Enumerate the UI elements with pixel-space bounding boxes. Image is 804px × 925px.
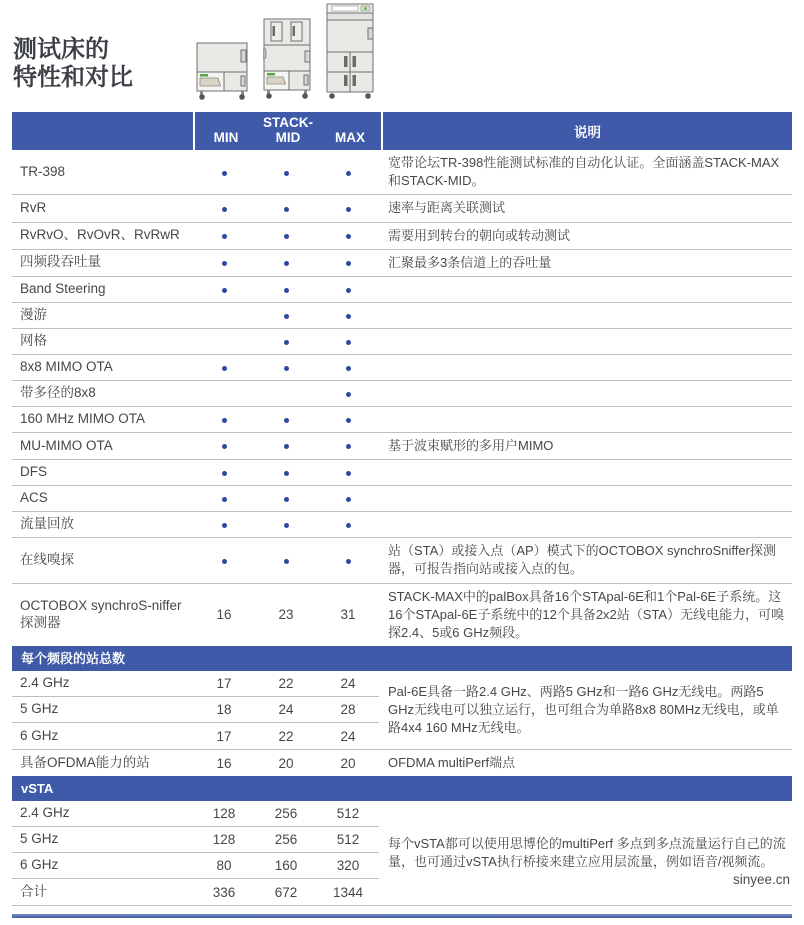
feature-dot-icon bbox=[346, 523, 351, 528]
table-row bbox=[12, 250, 792, 277]
row-description: 宽带论坛TR-398性能测试标准的自动化认证。全面涵盖STACK-MAX和STACK-MID。 bbox=[388, 155, 780, 189]
min-value-cell: 18 bbox=[216, 702, 232, 718]
min-value-cell bbox=[193, 439, 255, 454]
page-title bbox=[13, 36, 133, 93]
mid-value-cell: 23 bbox=[278, 607, 294, 623]
feature-dot-icon bbox=[222, 471, 227, 476]
comparison-table bbox=[12, 112, 792, 906]
table-row bbox=[12, 277, 792, 303]
max-value-cell bbox=[317, 282, 379, 297]
max-value-cell: 512 bbox=[336, 806, 360, 822]
max-value-cell: 24 bbox=[340, 676, 356, 692]
mid-value-cell: 22 bbox=[278, 676, 294, 692]
max-value-cell bbox=[317, 517, 379, 532]
column-header-mid: MID bbox=[275, 130, 301, 145]
row-label: 流量回放 bbox=[20, 516, 74, 532]
table-row bbox=[12, 303, 792, 329]
stack-prefix-label: STACK- bbox=[263, 115, 313, 130]
feature-dot-icon bbox=[346, 471, 351, 476]
group-description: Pal-6E具备一路2.4 GHz、两路5 GHz和一路6 GHz无线电。两路5 GHz无线电可以独立运行，也可组合为单路8x8 80MHz无线电，或单路4x4 160 MHz无线电。 bbox=[388, 683, 779, 736]
feature-dot-icon bbox=[222, 366, 227, 371]
max-value-cell: 512 bbox=[336, 832, 360, 848]
feature-dot-icon bbox=[284, 288, 289, 293]
row-label: 漫游 bbox=[20, 307, 47, 322]
group-description: 每个vSTA都可以使用思博伦的multiPerf 多点到多点流量运行自己的流量，也可通过vSTA执行桥接来建立应用层流量，例如语音/视频流。 bbox=[388, 836, 786, 870]
feature-dot-icon bbox=[346, 366, 351, 371]
table-row bbox=[12, 584, 792, 647]
table-row bbox=[12, 329, 792, 355]
table-row bbox=[12, 538, 792, 583]
mid-value-cell bbox=[255, 465, 317, 480]
row-label: 2.4 GHz bbox=[20, 805, 70, 821]
mid-value-cell: 256 bbox=[274, 832, 298, 848]
feature-dot-icon bbox=[222, 234, 227, 239]
section-band: 每个频段的站总数 bbox=[12, 646, 792, 671]
column-header-max: MAX bbox=[335, 130, 365, 145]
row-description: OFDMA multiPerf端点 bbox=[388, 755, 516, 771]
row-description: STACK-MAX中的palBox具备16个STApal-6E和1个Pal-6E子系统。这16个STApal-6E子系统中的12个具备2x2站（STA）无线电能力，可嗅探2.4、5或6 GHz频段。 bbox=[388, 588, 785, 640]
row-label: 四频段吞吐量 bbox=[20, 254, 101, 270]
min-value-cell bbox=[193, 553, 255, 568]
row-group bbox=[12, 671, 792, 750]
feature-dot-icon bbox=[346, 444, 351, 449]
row-description: 基于波束赋形的多用户MIMO bbox=[388, 437, 554, 453]
feature-dot-icon bbox=[346, 234, 351, 239]
table-row bbox=[12, 433, 792, 460]
mid-value-cell bbox=[255, 360, 317, 375]
table-row bbox=[12, 195, 792, 222]
mid-value-cell bbox=[255, 412, 317, 427]
row-label: 6 GHz bbox=[20, 727, 59, 743]
feature-dot-icon bbox=[284, 523, 289, 528]
min-value-cell bbox=[193, 360, 255, 375]
row-label: ACS bbox=[20, 490, 48, 506]
max-value-cell: 320 bbox=[336, 858, 360, 874]
row-label: TR-398 bbox=[20, 163, 66, 179]
footer-domain-text: sinyee.cn bbox=[732, 872, 790, 887]
mid-value-cell: 24 bbox=[278, 702, 294, 718]
max-value-cell bbox=[317, 228, 379, 243]
min-value-cell bbox=[193, 228, 255, 243]
feature-dot-icon bbox=[346, 497, 351, 502]
max-value-cell bbox=[317, 165, 379, 180]
table-row bbox=[12, 827, 379, 853]
bottom-accent-bar bbox=[12, 914, 792, 918]
row-label: 网格 bbox=[20, 333, 47, 348]
min-value-cell: 336 bbox=[212, 884, 236, 900]
row-group bbox=[12, 801, 792, 906]
max-value-cell: 20 bbox=[340, 755, 356, 771]
feature-dot-icon bbox=[222, 171, 227, 176]
row-label: OCTOBOX synchroS-niffer探测器 bbox=[20, 597, 182, 630]
table-body bbox=[12, 150, 792, 906]
testbed-illustrations bbox=[196, 2, 386, 100]
column-header-min: MIN bbox=[213, 130, 239, 145]
page-title-line1: 测试床的 bbox=[13, 36, 109, 63]
max-value-cell bbox=[317, 465, 379, 480]
row-description: 速率与距离关联测试 bbox=[388, 200, 506, 216]
stack-columns-header bbox=[193, 112, 381, 150]
table-row bbox=[12, 355, 792, 381]
column-header-description: 说明 bbox=[381, 112, 792, 150]
min-value-cell bbox=[193, 282, 255, 297]
mid-value-cell bbox=[255, 439, 317, 454]
feature-dot-icon bbox=[222, 288, 227, 293]
mid-value-cell: 672 bbox=[274, 884, 298, 900]
row-description: 站（STA）或接入点（AP）模式下的OCTOBOX synchroSniffer探测器，可报告指向站或接入点的包。 bbox=[388, 543, 776, 577]
min-value-cell: 128 bbox=[212, 806, 236, 822]
feature-dot-icon bbox=[284, 340, 289, 345]
mid-value-cell bbox=[255, 201, 317, 216]
table-row bbox=[12, 801, 379, 827]
feature-dot-icon bbox=[222, 418, 227, 423]
mid-value-cell bbox=[255, 553, 317, 568]
mid-value-cell: 22 bbox=[278, 728, 294, 744]
max-value-cell bbox=[317, 201, 379, 216]
min-value-cell: 16 bbox=[216, 607, 232, 623]
table-row bbox=[12, 407, 792, 433]
max-value-cell bbox=[317, 308, 379, 323]
min-value-cell bbox=[193, 165, 255, 180]
min-value-cell bbox=[193, 465, 255, 480]
feature-dot-icon bbox=[222, 207, 227, 212]
row-label: Band Steering bbox=[20, 281, 106, 296]
max-value-cell bbox=[317, 255, 379, 270]
mid-value-cell bbox=[255, 308, 317, 323]
mid-value-cell: 256 bbox=[274, 806, 298, 822]
row-label: RvR bbox=[20, 200, 47, 216]
row-label: RvRvO、RvOvR、RvRwR bbox=[20, 227, 180, 243]
min-value-cell bbox=[193, 412, 255, 427]
table-row bbox=[12, 486, 792, 512]
row-label: 2.4 GHz bbox=[20, 675, 70, 691]
feature-dot-icon bbox=[284, 444, 289, 449]
table-row bbox=[12, 381, 792, 407]
row-label: DFS bbox=[20, 464, 47, 480]
min-value-cell: 128 bbox=[212, 832, 236, 848]
max-value-cell bbox=[317, 360, 379, 375]
row-label: MU-MIMO OTA bbox=[20, 437, 113, 453]
min-value-cell bbox=[193, 255, 255, 270]
row-label: 8x8 MIMO OTA bbox=[20, 359, 113, 374]
mid-value-cell bbox=[255, 282, 317, 297]
feature-dot-icon bbox=[284, 207, 289, 212]
table-row bbox=[12, 512, 792, 538]
feature-dot-icon bbox=[284, 366, 289, 371]
feature-dot-icon bbox=[284, 418, 289, 423]
row-description: 汇聚最多3条信道上的吞吐量 bbox=[388, 254, 552, 270]
feature-dot-icon bbox=[346, 261, 351, 266]
table-row bbox=[12, 723, 379, 749]
feature-dot-icon bbox=[346, 418, 351, 423]
feature-dot-icon bbox=[346, 340, 351, 345]
min-value-cell: 17 bbox=[216, 728, 232, 744]
feature-dot-icon bbox=[346, 288, 351, 293]
min-value-cell: 80 bbox=[216, 858, 232, 874]
row-label: 合计 bbox=[20, 883, 47, 899]
row-label: 带多径的8x8 bbox=[20, 385, 96, 400]
max-value-cell: 1344 bbox=[332, 884, 364, 900]
feature-column-header bbox=[12, 112, 193, 150]
min-value-cell bbox=[193, 491, 255, 506]
group-rows bbox=[12, 801, 379, 905]
testbed-stack-mid-illustration bbox=[263, 18, 313, 100]
max-value-cell: 31 bbox=[340, 607, 356, 623]
min-value-cell: 17 bbox=[216, 676, 232, 692]
row-description: 需要用到转台的朝向或转动测试 bbox=[388, 227, 571, 243]
table-row bbox=[12, 460, 792, 486]
max-value-cell bbox=[317, 334, 379, 349]
table-row bbox=[12, 853, 379, 879]
feature-dot-icon bbox=[346, 392, 351, 397]
section-band: vSTA bbox=[12, 776, 792, 801]
testbed-stack-min-illustration bbox=[196, 42, 250, 100]
mid-value-cell bbox=[255, 228, 317, 243]
feature-dot-icon bbox=[222, 261, 227, 266]
row-label: 具备OFDMA能力的站 bbox=[20, 754, 150, 770]
row-label: 5 GHz bbox=[20, 831, 59, 847]
max-value-cell bbox=[317, 386, 379, 401]
min-value-cell bbox=[193, 201, 255, 216]
feature-dot-icon bbox=[284, 314, 289, 319]
max-value-cell: 24 bbox=[340, 728, 356, 744]
feature-dot-icon bbox=[222, 523, 227, 528]
page-title-line2: 特性和对比 bbox=[13, 64, 133, 92]
group-rows bbox=[12, 671, 379, 749]
feature-dot-icon bbox=[346, 559, 351, 564]
row-label: 6 GHz bbox=[20, 857, 59, 873]
table-header bbox=[12, 112, 792, 150]
max-value-cell bbox=[317, 439, 379, 454]
max-value-cell bbox=[317, 553, 379, 568]
table-row bbox=[12, 750, 792, 776]
feature-dot-icon bbox=[346, 314, 351, 319]
max-value-cell bbox=[317, 412, 379, 427]
mid-value-cell: 160 bbox=[274, 858, 298, 874]
feature-dot-icon bbox=[284, 497, 289, 502]
max-value-cell: 28 bbox=[340, 702, 356, 718]
row-label: 在线嗅探 bbox=[20, 551, 74, 567]
min-value-cell: 16 bbox=[216, 755, 232, 771]
feature-dot-icon bbox=[346, 207, 351, 212]
feature-dot-icon bbox=[284, 261, 289, 266]
feature-dot-icon bbox=[346, 171, 351, 176]
mid-value-cell bbox=[255, 334, 317, 349]
testbed-stack-max-illustration bbox=[326, 3, 376, 100]
feature-dot-icon bbox=[222, 559, 227, 564]
min-value-cell bbox=[193, 517, 255, 532]
row-label: 160 MHz MIMO OTA bbox=[20, 411, 146, 426]
table-row bbox=[12, 697, 379, 723]
row-label: 5 GHz bbox=[20, 701, 59, 717]
mid-value-cell bbox=[255, 165, 317, 180]
table-row bbox=[12, 879, 379, 905]
feature-dot-icon bbox=[284, 234, 289, 239]
mid-value-cell bbox=[255, 491, 317, 506]
mid-value-cell bbox=[255, 255, 317, 270]
feature-dot-icon bbox=[284, 171, 289, 176]
mid-value-cell bbox=[255, 517, 317, 532]
feature-dot-icon bbox=[284, 559, 289, 564]
table-row bbox=[12, 671, 379, 697]
mid-value-cell: 20 bbox=[278, 755, 294, 771]
max-value-cell bbox=[317, 491, 379, 506]
feature-dot-icon bbox=[222, 497, 227, 502]
feature-dot-icon bbox=[222, 444, 227, 449]
table-row bbox=[12, 223, 792, 250]
table-row bbox=[12, 150, 792, 195]
feature-dot-icon bbox=[284, 471, 289, 476]
